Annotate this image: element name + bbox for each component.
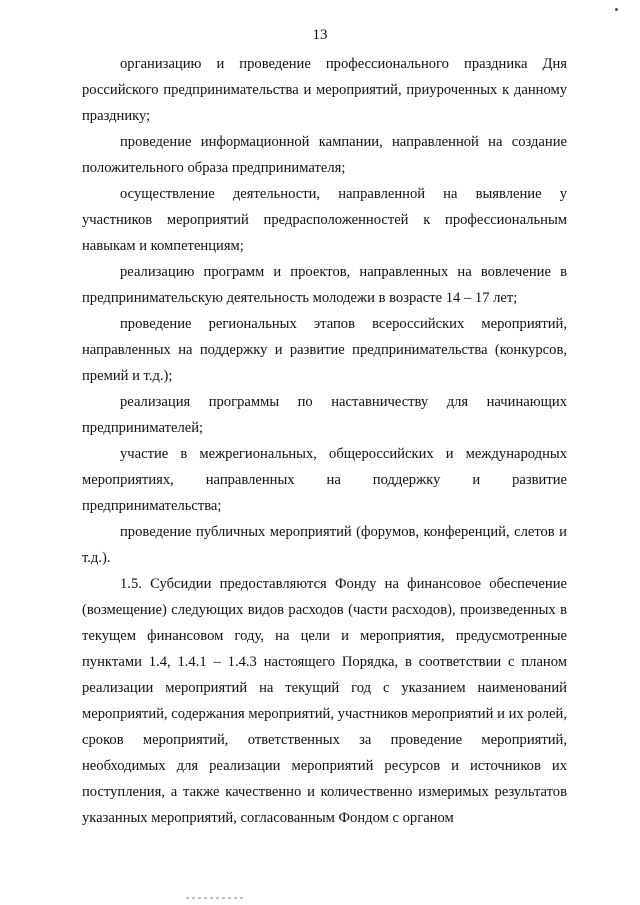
paragraph-1-5-subsidies: 1.5. Субсидии предоставляются Фонду на финансовое обеспечение (возмещение) следующих видов расходов (части расходов), произведенных в текущем финансовом году, на цели и мероприятия, предусмотренные пунктами 1.4, 1.4.1 – 1.4.3 настоящего Порядка, в соответствии с планом реализации мероприятий на текущий год с указанием наименований мероприятий, содержания мероприятий, участников мероприятий и их ролей, сроков мероприятий, ответственных за проведение мероприятий, необходимых для реализации мероприятий ресурсов и источников их поступления, а также качественно и количественно измеримых результатов указанных мероприятий, согласованным Фондом с органом	[82, 576, 567, 826]
page-number: 13	[312, 27, 328, 43]
paragraph-holiday: организацию и проведение профессионального праздника Дня российского предпринимательства и мероприятий, приуроченных к данному празднику;	[82, 56, 567, 124]
document-body	[82, 51, 567, 831]
paragraph-youth-programs: реализацию программ и проектов, направленных на вовлечение в предпринимательскую деятельность молодежи в возрасте 14 – 17 лет;	[82, 264, 567, 306]
paragraph-info-campaign: проведение информационной кампании, направленной на создание положительного образа предпринимателя;	[82, 134, 567, 176]
paragraph-public-events: проведение публичных мероприятий (форумов, конференций, слетов и т.д.).	[82, 524, 567, 566]
paragraph-mentoring: реализация программы по наставничеству для начинающих предпринимателей;	[82, 394, 567, 436]
paragraph-interregional: участие в межрегиональных, общероссийских и международных мероприятиях, направленных на поддержку и развитие предпринимательства;	[82, 446, 567, 514]
scan-artifact-bottom	[186, 897, 246, 899]
paragraph-aptitude: осуществление деятельности, направленной на выявление у участников мероприятий предрасположенностей к профессиональным навыкам и компетенциям;	[82, 186, 567, 254]
scan-artifact	[615, 8, 618, 11]
paragraph-regional-stages: проведение региональных этапов всероссийских мероприятий, направленных на поддержку и развитие предпринимательства (конкурсов, премий и т.д.);	[82, 316, 567, 384]
